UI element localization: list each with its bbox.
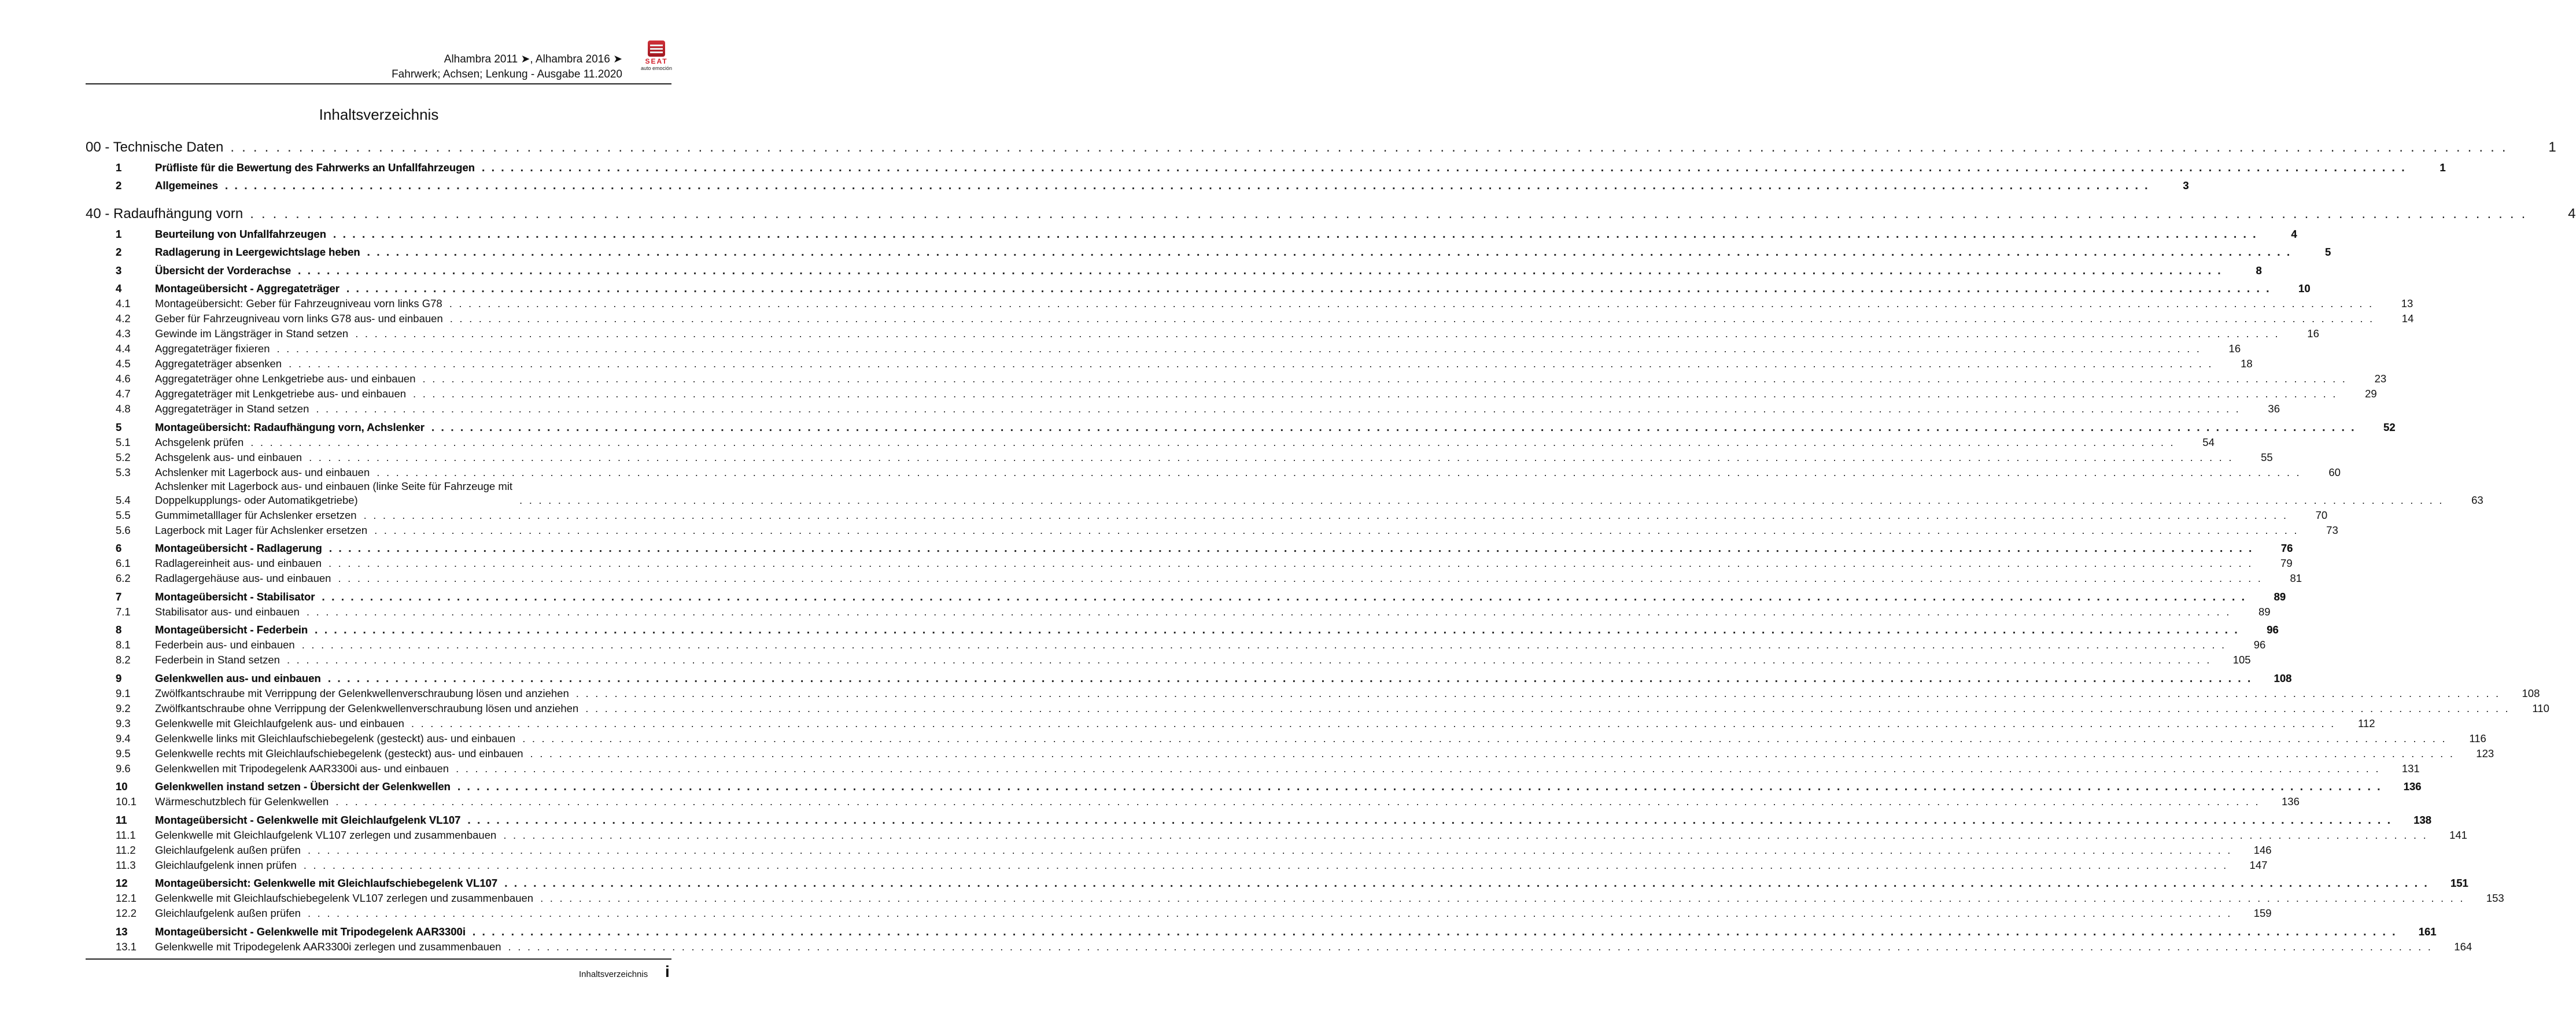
toc-entry[interactable]	[86, 905, 2272, 920]
toc-chapter[interactable]	[86, 197, 2576, 223]
toc-entry[interactable]	[86, 794, 2300, 809]
dot-leader: . . . . . . . . . . . . . . . . . . . . . . . . . . . . . . . . . . . . . . . . . . . . . . . . . . . . . . . . . . . . . . . . . . . . . . . . . . . . . . . . . . . . . . . . . . . . . . . . . . . . . . . . . . . . . . . . . . . . . . . . . . . . . . . . . . . . . . . . . . . . . . . . . . . . . . . . . . . . . . . . . . . . . . . . . . . . . . . . . . . . . . . . . . . . . . . . . . . . . . . .	[307, 907, 2232, 919]
toc-entry-title: Montageübersicht: Geber für Fahrzeugniveau vorn links G78	[155, 297, 442, 309]
toc-entry-number: 10.1	[116, 795, 137, 807]
toc-page-number: 112	[2358, 717, 2375, 729]
toc-entry-number: 9.6	[116, 762, 131, 775]
dot-leader: . . . . . . . . . . . . . . . . . . . . . . . . . . . . . . . . . . . . . . . . . . . . . . . . . . . . . . . . . . . . . . . . . . . . . . . . . . . . . . . . . . . . . . . . . . . . . . . . . . . . . . . . . . . . . . . . . . . . . . . . . . . . . . . . . . . . . . . . . . . . . . . . . . . . . . . . . . . . . . . . . . . . . . . . . . . . . . . . . . . . . . . . . . . . . . . . . . . . . . . .	[374, 523, 2299, 536]
toc-entry-number: 4.5	[116, 357, 131, 370]
toc-entry-title: Montageübersicht: Gelenkwelle mit Gleichlaufschiebegelenk VL107	[155, 877, 498, 889]
toc-entry[interactable]	[86, 857, 2268, 872]
dot-leader: . . . . . . . . . . . . . . . . . . . . . . . . . . . . . . . . . . . . . . . . . . . . . . . . . . . . . . . . . . . . . . . . . . . . . . . . . . . . . . . . . . . . . . . . . . . . . . . . . . . . . . . . . . . . . . . . . . . . . . . . . . . . . . . . . . . . . . . . . . . . . . . . . . . . . . . . . . . . . . . . . . . . . . . . . . . . . . . . . . . . . . . . . . . . . . . . . . . . . . . .	[316, 403, 2241, 415]
toc-entry[interactable]	[86, 259, 2262, 278]
dot-leader: . . . . . . . . . . . . . . . . . . . . . . . . . . . . . . . . . . . . . . . . . . . . . . . . . . . . . . . . . . . . . . . . . . . . . . . . . . . . . . . . . . . . . . . . . . . . . . . . . . . . . . . . . . . . . . . . . . . . . . . . . . . . . . . . . . . . . . . . . . . . . . . . . . . . . . . . . . . . . . . . . . . . . . . . . . . . . . . . . . . . . . . . . . . . . . . . . . . . . . . .	[286, 654, 2212, 666]
toc-entry-title: Montageübersicht - Aggregateträger	[155, 282, 339, 294]
toc-page-number: 96	[2267, 624, 2279, 636]
toc-entry-title: Allgemeines	[155, 179, 218, 191]
toc-entry-number: 6	[116, 542, 122, 554]
toc-page-number: 159	[2253, 907, 2272, 919]
toc-entry-number: 1	[116, 161, 122, 174]
toc-entry[interactable]	[86, 371, 2387, 386]
toc-entry-number: 11.1	[116, 828, 136, 841]
toc-entry-title: Gelenkwellen mit Tripodegelenk AAR3300i aus- und einbauen	[155, 762, 449, 775]
toc-entry-number: 2	[116, 246, 122, 258]
toc-page-number: 4	[2291, 227, 2297, 240]
toc-entry-title: Aggregateträger fixieren	[155, 342, 270, 355]
toc-page-number: 76	[2280, 542, 2293, 554]
toc-entry[interactable]	[86, 326, 2319, 341]
toc-entry[interactable]	[86, 341, 2241, 356]
toc-entry[interactable]	[86, 522, 2338, 537]
toc-entry-title: Übersicht der Vorderachse	[155, 264, 291, 276]
toc-entry[interactable]	[86, 241, 2331, 260]
toc-page-number: 81	[2290, 572, 2302, 584]
toc-entry-title: Radlagergehäuse aus- und einbauen	[155, 572, 331, 584]
toc-entry-title: Radlagereinheit aus- und einbauen	[155, 557, 322, 569]
toc-page-number: 108	[2522, 687, 2540, 699]
toc-entry-number: 8.2	[116, 654, 131, 666]
toc-entry[interactable]	[86, 872, 2468, 891]
dot-leader: . . . . . . . . . . . . . . . . . . . . . . . . . . . . . . . . . . . . . . . . . . . . . . . . . . . . . . . . . . . . . . . . . . . . . . . . . . . . . . . . . . . . . . . . . . . . . . . . . . . . . . . . . . . . . . . . . . . . . . . . . . . . . . . . . . . . . . . . . . . . . . . . . . . . . . . . . . . . . . . . . . . . . . . . . . . . . . . . . . . . . . . . . . . . . . . . . . . . . . . .	[225, 179, 2150, 191]
dot-leader: . . . . . . . . . . . . . . . . . . . . . . . . . . . . . . . . . . . . . . . . . . . . . . . . . . . . . . . . . . . . . . . . . . . . . . . . . . . . . . . . . . . . . . . . . . . . . . . . . . . . . . . . . . . . . . . . . . . . . . . . . . . . . . . . . . . . . . . . . . . . . . . . . . . . . . . . . . . . . . . . . . . . . . . . . . . . . . . . . . . . . . . . . . . . . . . . . . . . . . . .	[467, 813, 2393, 826]
toc-entry-number: 3	[116, 264, 122, 276]
toc-entry-number: 5.6	[116, 523, 131, 536]
toc-entry-number: 11	[116, 813, 127, 826]
toc-entry-title: Gelenkwelle mit Gleichlaufgelenk VL107 zerlegen und zusammenbauen	[155, 828, 497, 841]
toc-page-number: 16	[2307, 327, 2319, 340]
toc-page-number: 89	[2274, 590, 2286, 603]
dot-leader: . . . . . . . . . . . . . . . . . . . . . . . . . . . . . . . . . . . . . . . . . . . . . . . . . . . . . . . . . . . . . . . . . . . . . . . . . . . . . . . . . . . . . . . . . . . . . . . . . . . . . . . . . . . . . . . . . . . . . . . . . . . . . . . . . . . . . . . . . . . . . . . . . . . . . . . . . . . . . . . . . . . . . . . . . . . . . . . . . . . . . . . . . . . . . . . . . . . . . . . .	[322, 590, 2247, 603]
toc-entry-title: Gelenkwellen aus- und einbauen	[155, 672, 321, 684]
toc-entry-number: 4.2	[116, 312, 131, 325]
toc-entry-title: Gewinde im Längsträger in Stand setzen	[155, 327, 349, 340]
toc-page-number: 36	[2268, 403, 2280, 415]
toc-entry-title: Gelenkwellen instand setzen - Übersicht der Gelenkwellen	[155, 780, 451, 792]
toc-entry[interactable]	[86, 827, 2467, 842]
toc-page-number: 1	[2548, 139, 2556, 155]
toc-entry-title: Achsgelenk aus- und einbauen	[155, 451, 302, 463]
toc-page-number: 10	[2298, 282, 2311, 294]
toc-entry[interactable]	[86, 685, 2540, 700]
toc-entry-title: Gelenkwelle links mit Gleichlaufschiebegelenk (gesteckt) aus- und einbauen	[155, 732, 516, 744]
header-divider	[86, 83, 671, 84]
toc-entry[interactable]	[86, 223, 2297, 241]
toc-entry[interactable]	[86, 480, 2483, 507]
toc-entry[interactable]	[86, 776, 2422, 794]
toc-entry-number: 4.7	[116, 388, 131, 400]
dot-leader: . . . . . . . . . . . . . . . . . . . . . . . . . . . . . . . . . . . . . . . . . . . . . . . . . . . . . . . . . . . . . . . . . . . . . . . . . . . . . . . . . . . . . . . . . . . . . . . . . . . . . . . . . . . . . . . . . . . . . . . . . . . . . . . . . . . . . . . . . . . . . . . . . . . . . . . . . . . . . . . . . . . . . . . . . . . . . . . . . . . . . . . . . . . . . . . . . . . . . . . .	[522, 732, 2447, 744]
toc-entry-number: 1	[116, 227, 122, 240]
toc-entry-title: Achslenker mit Lagerbock aus- und einbauen (linke Seite für Fahrzeuge mit	[155, 480, 513, 492]
toc-entry-number: 4.8	[116, 403, 131, 415]
toc-entry-title: Montageübersicht - Radlagerung	[155, 542, 322, 554]
toc-entry[interactable]	[86, 356, 2253, 371]
dot-leader: . . . . . . . . . . . . . . . . . . . . . . . . . . . . . . . . . . . . . . . . . . . . . . . . . . . . . . . . . . . . . . . . . . . . . . . . . . . . . . . . . . . . . . . . . . . . . . . . . . . . . . . . . . . . . . . . . . . . . . . . . . . . . . . . . . . . . . . . . . . . . . . . . . . . . . . . . . . . . . . . . . . . . . . . . . . . . . . . . . . . . . . . . . . . . . . . . . . . . . . .	[363, 508, 2289, 521]
footer-divider	[86, 958, 671, 960]
toc-entry[interactable]	[86, 175, 2189, 193]
dot-leader: . . . . . . . . . . . . . . . . . . . . . . . . . . . . . . . . . . . . . . . . . . . . . . . . . . . . . . . . . . . . . . . . . . . . . . . . . . . . . . . . . . . . . . . . . . . . . . . . . . . . . . . . . . . . . . . . . . . . . . . . . . . . . . . . . . . . . . . . . . . . . . . . . . . . . . . . . . . . . . . . . . . . . . . . . . . . . . . . . . . . . . . . . . . . . . . . . . . . . . . .	[301, 639, 2227, 651]
seat-logo	[636, 40, 677, 71]
dot-leader: . . . . . . . . . . . . . . . . . . . . . . . . . . . . . . . . . . . . . . . . . . . . . . . . . . . . . . . . . . . . . . . . . . . . . . . . . . . . . . . . . . . . . . . . . . . . . . . . . . . . . . . . . . . . . . . . . . . . . . . . . . . . . . . . . . . . . . . . . . . . . . . . . . . . . . . . . . . . . . . . . . . . . . . . . . . . . . . . . . . . . . . . . . . . . . . . . . . . . . . .	[575, 687, 2501, 699]
toc-entry-title: Stabilisator aus- und einbauen	[155, 605, 300, 618]
toc-entry-number: 9.4	[116, 732, 131, 744]
toc-page-number: 116	[2469, 732, 2486, 744]
dot-leader: . . . . . . . . . . . . . . . . . . . . . . . . . . . . . . . . . . . . . . . . . . . . . . . . . . . . . . . . . . . . . . . . . . . . . . . . . . . . . . . . . . . . . . . . . . . . . . . . . . . . . . . . . . . . . . . . . . . . . . . . . . . . . . . . . . . . . . . . . . . . . . . . . . . . . . . . . . . . . . . . . . . . . . . . . . . . . . . . . . . . . . . . . . . . . . . . . . . . . . . .	[338, 572, 2263, 584]
dot-leader: . . . . . . . . . . . . . . . . . . . . . . . . . . . . . . . . . . . . . . . . . . . . . . . . . . . . . . . . . . . . . . . . . . . . . . . . . . . . . . . . . . . . . . . . . . . . . . . . . . . . . . . . . . . . . . . . . . . . . . . . . . . . . . . . . . . . . . . . . . . . . . . . . . . . . . . . . . . . . . . . . . . . . . . . . . . . . . . . . . . . . . . . . . . . . . . . . . . . . . . .	[250, 436, 2175, 448]
toc-page-number: 14	[2401, 312, 2414, 325]
dot-leader: . . . . . . . . . . . . . . . . . . . . . . . . . . . . . . . . . . . . . . . . . . . . . . . . . . . . . . . . . . . . . . . . . . . . . . . . . . . . . . . . . . . . . . . . . . . . . . . . . . . . . . . . . . . . . . . . . . . . . . . . . . . . . . . . . . . . . . . . . . . . . . . . . . . . . . . . . . . . . . . . . . . . . . . . . . . . . . . . . . . . . . . . . . . . . . . . . . . . . . . .	[289, 357, 2213, 370]
toc-entry-title: Geber für Fahrzeugniveau vorn links G78 aus- und einbauen	[155, 312, 443, 325]
toc-entry[interactable]	[86, 716, 2375, 731]
dot-leader: . . . . . . . . . . . . . . . . . . . . . . . . . . . . . . . . . . . . . . . . . . . . . . . . . . . . . . . . . . . . . . . . . . . . . . . . . . . . . . . . . . . . . . . . . . . . . . . . . . . . . . . . . . . . . . . . . . . . . . . . . . . . . . . . . . . . . . . . . . . . . . . . . . . . . . . . . . . . . . . . . . . . . . . . . . . . . . . . . . . . . . . . . . . . . . . . . . . . . . . .	[457, 780, 2382, 792]
toc-page-number: 147	[2249, 858, 2268, 871]
dot-leader: . . . . . . . . . . . . . . . . . . . . . . . . . . . . . . . . . . . . . . . . . . . . . . . . . . . . . . . . . . . . . . . . . . . . . . . . . . . . . . . . . . . . . . . . . . . . . . . . . . . . . . . . . . . . . . . . . . . . . . . . . . . . . . . . . . . . . . . . . . . . . . . . . . . . . . . . . . . . . . . . . . . . . . . . . . . . . . . . . . . . . . . . . . . . . . . . . . . . . . . .	[422, 373, 2348, 385]
dot-leader: . . . . . . . . . . . . . . . . . . . . . . . . . . . . . . . . . . . . . . . . . . . . . . . . . . . . . . . . . . . . . . . . . . . . . . . . . . . . . . . . . . . . . . . . . . . . . . . . . . . . . . . . . . . . . . . . . . . . . . . . . . . . . . . . . . . . . . . . . . . . . . . . . . . . . . . . . . . . . . . . . . . . . . . . . . . . . . . . . . . . . . . . . . . . . . . . . . . . . . . .	[519, 493, 2444, 506]
dot-leader: . . . . . . . . . . . . . . . . . . . . . . . . . . . . . . . . . . . . . . . . . . . . . . . . . . . . . . . . . . . . . . . . . . . . . . . . . . . . . . . . . . . . . . . . . . . . . . . . . . . . . . . . . . . . . . . . . . . . . . . . . . . . . . . . . . . . . . . . . . . . . . . . . . . . . . . . . . . . . . . . . . . . . . . . . . . . . . . . . . . . . . . . . . . . . . . . . . . . . . . .	[367, 246, 2292, 258]
dot-leader: . . . . . . . . . . . . . . . . . . . . . . . . . . . . . . . . . . . . . . . . . . . . . . . . . . . . . . . . . . . . . . . . . . . . . . . . . . . . . . . . . . . . . . . . . . . . . . . . . . . . . . . . . . . . . . . . . . . . . . . . . . . . . . . . . . . . . . . . . . . . . . . . . . . . . . . . . . . . . . . . . . . . . . . . . . . . . . . . . . . . . . . . . . . . . . . . . . . . . . . .	[276, 342, 2202, 355]
toc-entry-title: Aggregateträger ohne Lenkgetriebe aus- und einbauen	[155, 373, 416, 385]
toc-entry[interactable]	[86, 809, 2432, 827]
toc-page-number: 52	[2383, 421, 2396, 433]
dot-leader: . . . . . . . . . . . . . . . . . . . . . . . . . . . . . . . . . . . . . . . . . . . . . . . . . . . . . . . . . . . . . . . . . . . . . . . . . . . . . . . . . . . . . . . . . . . . . . . . . . . . . . . . . . . . . . . . . . . . . . . . . . . . . . . . . . . . . . . . . . . . . . . . . . . . . . . . . . . . . . . . . . . . . . . . . . . . . . . . . . . . . . . . . . . . . . . . . . . . . . . .	[411, 717, 2336, 729]
toc-entry-number: 9.1	[116, 687, 131, 699]
dot-leader: . . . . . . . . . . . . . . . . . . . . . . . . . . . . . . . . . . . . . . . . . . . . . . . . . . . . . . . . . . . . . . . . . . . . . . . . . . . . . . . . . . . . . . . . . . . . . . . . . . . . . . . . . . . . . . . . . . . . . . . . . . . . . . . . . . . . . . . . . . . . . . . . . . . . . . . . . . . . . . . . . . . . . . . . . . . . . . . . . . . . . . . . . . . . . . . . . . . . . . . .	[508, 940, 2433, 953]
dot-leader: . . . . . . . . . . . . . . . . . . . . . . . . . . . . . . . . . . . . . . . . . . . . . . . . . . . . . . . . . . . . . . . . . . . . . . . . . . . . . . . . . . . . . . . . . . . . . . . . . . . . . . . . . . . . . . . . . . . . . . . . . . . . . . . . . . . . . . . . . . . . . . . . . . . . . . . . . . . . . . . . . . . . . . . . . . . . . . . . . . . . . . . . . . . . . . . . . . . . . . . .	[449, 312, 2375, 325]
toc-entry[interactable]	[86, 920, 2437, 939]
toc-entry-number: 7	[116, 590, 122, 603]
toc-entry-title: Aggregateträger mit Lenkgetriebe aus- und einbauen	[155, 388, 407, 400]
toc-page-number: 108	[2274, 672, 2292, 684]
toc-entry-number: 4.6	[116, 373, 131, 385]
toc-entry-title: Gelenkwelle mit Gleichlaufgelenk aus- und einbauen	[155, 717, 404, 729]
toc-entry-title: Gleichlaufgelenk innen prüfen	[155, 858, 297, 871]
toc-entry-title: Gelenkwelle mit Gleichlaufschiebegelenk VL107 zerlegen und zusammenbauen	[155, 892, 534, 904]
toc-page-number: 73	[2326, 523, 2338, 536]
toc-entry-title: Gelenkwelle mit Tripodegelenk AAR3300i zerlegen und zusammenbauen	[155, 940, 501, 953]
toc-entry[interactable]	[86, 311, 2414, 326]
toc-entry-number: 4	[116, 282, 122, 294]
footer-label: Inhaltsverzeichnis	[579, 969, 648, 979]
toc-entry-number: 6.1	[116, 557, 131, 569]
toc-page-number: 141	[2449, 828, 2467, 841]
toc-entry-number: 13.1	[116, 940, 137, 953]
toc-entry[interactable]	[86, 507, 2328, 522]
toc-page-number: 5	[2325, 246, 2331, 258]
toc-entry-title: 00 - Technische Daten	[86, 139, 224, 155]
toc-entry[interactable]	[86, 570, 2302, 585]
toc-entry-number: 12.2	[116, 907, 137, 919]
toc-entry-title-cont: Doppelkupplungs- oder Automatikgetriebe)	[155, 493, 358, 506]
toc-page-number: 8	[2256, 264, 2262, 276]
toc-page-number: 1	[2440, 161, 2446, 174]
toc-entry-number: 9	[116, 672, 122, 684]
toc-entry[interactable]	[86, 156, 2446, 175]
toc-entry[interactable]	[86, 746, 2494, 761]
toc-page-number: 164	[2454, 940, 2472, 953]
toc-page-number: 153	[2486, 892, 2504, 904]
toc-entry-title: Zwölfkantschraube mit Verrippung der Gelenkwellenverschraubung lösen und anziehen	[155, 687, 569, 699]
toc-entry-title: Montageübersicht - Gelenkwelle mit Gleichlaufgelenk VL107	[155, 813, 461, 826]
toc-entry-title: Montageübersicht - Gelenkwelle mit Tripodegelenk AAR3300i	[155, 925, 466, 938]
dot-leader: . . . . . . . . . . . . . . . . . . . . . . . . . . . . . . . . . . . . . . . . . . . . . . . . . . . . . . . . . . . . . . . . . . . . . . . . . . . . . . . . . . . . . . . . . . . . . . . . . . . . . . . . . . . . . . . . . . . . . . . . . . . . . . . . . . . . . . . . . . . . . . . . . . . . . . . . . . . . . . . . . . . . . . . . . . . . . . . . . . . . . . . . . . . . . . . . . . . . . . . .	[315, 624, 2239, 636]
dot-leader: . . . . . . . . . . . . . . . . . . . . . . . . . . . . . . . . . . . . . . . . . . . . . . . . . . . . . . . . . . . . . . . . . . . . . . . . . . . . . . . . . . . . . . . . . . . . . . . . . . . . . . . . . . . . . . . . . . . . . . . . . . . . . . . . . . . . . . . . . . . . . . . . . . . . . . . . . . . . . . . . . . . . . . . . . . . . . . . . . . . . . . . . . . . . . . . . . . . . . . . .	[540, 892, 2465, 904]
toc-entry-title: Gummimetalllager für Achslenker ersetzen	[155, 508, 357, 521]
toc-entry-number: 13	[116, 925, 128, 938]
dot-leader: . . . . . . . . . . . . . . . . . . . . . . . . . . . . . . . . . . . . . . . . . . . . . . . . . . . . . . . . . . . . . . . . . . . . . . . . . . . . . . . . . . . . . . . . . . . . . . . . . . . . . . . . . . . . . . . . . . . . . . . . . . . . . . . . . . . . . . . . . . . . . . . . . . . . . . . . . . . . . . . . . . . . . . . . . . . . . . . . . . . . . . . . . . . . . . . . . . . . . . . .	[413, 388, 2338, 400]
dot-leader: . . . . . . . . . . . . . . . . . . . . . . . . . . . . . . . . . . . . . . . . . . . . . . . . . . . . . . . . . . . . . . . . . . . . . . . . . . . . . . . . . . . . . . . . . . . . . . . . . . . . . . . . . . . . . . . . . . . . . . . . . . . . . . . . . . . . . . . . . . . . . . . . . . . . . . . . . . . . . . . . . . . . . . . . . . . . . . . . . . . . . . . . . . . . . . . . . . . . . . . .	[329, 557, 2253, 569]
dot-leader: . . . . . . . . . . . . . . . . . . . . . . . . . . . . . . . . . . . . . . . . . . . . . . . . . . . . . . . . . . . . . . . . . . . . . . . . . . . . . . . . . . . . . . . . . . . . . . . . . . . . . . . . . . . . . . . . . . . . . . . . . . . . . . . . . . . . . . . . . . . . . . . . . . . . . . . . . . . . . . . . . . . . . . . . . . . . . . . . . . . . . . . . . . . . . . . . . . . . . . . .	[298, 264, 2223, 276]
toc-entry-number: 9.3	[116, 717, 131, 729]
seat-logo-icon	[648, 40, 665, 57]
dot-leader: . . . . . . . . . . . . . . . . . . . . . . . . . . . . . . . . . . . . . . . . . . . . . . . . . . . . . . . . . . . . . . . . . . . . . . . . . . . . . . . . . . . . . . . . . . . . . . . . . . . . . . . . . . . . . . . . . . . . . . . . . . . . . . . . . . . . . . . . . . . . . . . . . . . . . . . . . . . . . . . . . . . . . . . . . . . . . . . . . . . . . . . . . . . . . . . . . . . . . . . .	[329, 542, 2254, 554]
toc-entry-number: 5.3	[116, 466, 131, 478]
toc-page-number: 54	[2202, 436, 2215, 448]
toc-page-number: 89	[2258, 605, 2271, 618]
toc-entry-number: 5.4	[116, 493, 131, 506]
toc-entry[interactable]	[86, 761, 2420, 776]
logo-brand: SEAT	[645, 57, 668, 65]
toc-page-number: 60	[2328, 466, 2341, 478]
toc-entry[interactable]	[86, 842, 2272, 857]
toc-page-number: 55	[2261, 451, 2273, 463]
dot-leader: . . . . . . . . . . . . . . . . . . . . . . . . . . . . . . . . . . . . . . . . . . . . . . . . . . . . . . . . . . . . . . . . . . . . . . . . . . . . . . . . . . . . . . . . . . . . . . . . . . . . . . . . . . . . . . . . . . . . . . . . . . . . . . . . . . . . . . . . . . . . . . . . . . . . . . . . . . . . . . . . . . . . . . . . . . . . . . . . . . . . . . . . . . . . . . . . . . . . . . . .	[530, 747, 2455, 759]
toc-entry-title: Aggregateträger absenken	[155, 357, 282, 370]
toc-page-number: 4	[2568, 206, 2576, 222]
toc-entry-title: Radlagerung in Leergewichtslage heben	[155, 246, 360, 258]
toc-entry-number: 8.1	[116, 639, 131, 651]
toc-entry-number: 9.5	[116, 747, 131, 759]
toc-entry-title: Gleichlaufgelenk außen prüfen	[155, 843, 301, 856]
toc-entry-number: 10	[116, 780, 128, 792]
toc-entry[interactable]	[86, 652, 2251, 667]
toc-entry-title: Federbein in Stand setzen	[155, 654, 280, 666]
toc-entry[interactable]	[86, 637, 2266, 652]
toc-entry-title: Montageübersicht: Radaufhängung vorn, Achslenker	[155, 421, 425, 433]
header-models: Alhambra 2011 ➤, Alhambra 2016 ➤	[444, 53, 622, 65]
dot-leader: . . . . . . . . . . . . . . . . . . . . . . . . . . . . . . . . . . . . . . . . . . . . . . . . . . . . . . . . . . . . . . . . . . . . . . . . . . . . . . . . . . . . . . . . . . . . . . . . . . . . . . . . . . . . . . . . . . . . . . . . . . . . . . . . . . . . . . . . . . . . . . . . . . . . . . . . . . . . . . . . . . . . . . . . . . . . . . . . . . . . . . . . . . . . . . . . . . . . . . . .	[585, 702, 2510, 714]
dot-leader: . . . . . . . . . . . . . . . . . . . . . . . . . . . . . . . . . . . . . . . . . . . . . . . . . . . . . . . . . . . . . . . . . . . . . . . . . . . . . . . . . . . . . . . . . . . . . . . . . . . . . . . . . . . . . . . . . . . . . . . . . . . . . . . . . . . . . . . . . . . . . . . . . . . . . . . . . . . . . . . . . . . . . . . . . . . . . . . . . . . . . . . . . . . . . . . . . . . . . . . .	[482, 161, 2407, 174]
dot-leader: . . . . . . . . . . . . . . . . . . . . . . . . . . . . . . . . . . . . . . . . . . . . . . . . . . . . . . . . . . . . . . . . . . . . . . . . . . . . . . . . . . . . . . . . . . . . . . . . . . . . . . . . . . . . . . . . . . . . . . . . . . . . . . . . . . . . . . . . . . . . . . . . . . . . . . . . . . . . . . . . . . . . . . . . . . . . . . . . . . . . . . . . . . . . . . . . . . . . . . . .	[503, 828, 2428, 841]
toc-page-number: 79	[2280, 557, 2293, 569]
toc-entry-number: 6.2	[116, 572, 131, 584]
dot-leader: . . . . . . . . . . . . . . . . . . . . . . . . . . . . . . . . . . . . . . . . . . . . . . . . . . . . . . . . . . . . . . . . . . . . . . . . . . . . . . . . . . . . . . . . . . . . . . . . . . . . . . . . . . . . . . . . . . . . . . . . . . . . . . . . . . . . . . . . . . . . . . . . . . . . . . . . . . . . . . . . . . . . . . . . . . . . . . . . . . . . . . . . . . . . . . . . . . . . . . . .	[327, 672, 2253, 684]
dot-leader: . . . . . . . . . . . . . . . . . . . . . . . . . . . . . . . . . . . . . . . . . . . . . . . . . . . . . . . . . . . . . . . . . . . . . . . . . . . . . . . . . . . . . . . . . . . . . . . . . . . . . . . . . . . . . . . . . . . . . . . . . . . . . . . . . . . . . . . . . . . . . . . . . . . . . . . . . . . . . . . . . . . . . . . . . . . . . . . . . . . . . . . . . . . . . . . . . . . . . . . .	[377, 466, 2301, 478]
toc-entry[interactable]	[86, 537, 2293, 556]
toc-entry[interactable]	[86, 416, 2396, 434]
dot-leader: . . . . . . . . . . . . . . . . . . . . . . . . . . . . . . . . . . . . . . . . . . . . . . . . . . . . . . . . . . . . . . . . . . . . . . . . . . . . . . . . . . . . . . . . . . . . . . . . . . . . . . . . . . . . . . . . . . . . . . . . . . . . . . . . . . . . . . . . . . . . . . . . . . . . . . . . . . . . . . . . . . . . . . . . . . . . . . . . . . . . . . . . . . . . . . . . . . . . . . . .	[355, 327, 2280, 340]
toc-entry-title: Wärmeschutzblech für Gelenkwellen	[155, 795, 329, 807]
toc-page-number: 63	[2471, 493, 2483, 506]
dot-leader: . . . . . . . . . . . . . . . . . . . . . . . . . . . . . . . . . . . . . . . . . . . . . . . . . . . . . . . . . . . . . . . . . . . . . . . . . . . . . . . . . . . . . . . . . . . . . . . . . . . . . . . . . . . . . . . . . . . . . . . . . . . . . . . . . . . . . . . . . . . . . . . . . . . . . . . . . . . . . . . . . . . . . . . . . . . . . . . . . . . . . . . . . . . . . . . . . . . . . . . .	[303, 858, 2228, 871]
toc-entry-number: 12.1	[116, 892, 137, 904]
dot-leader: . . . . . . . . . . . . . . . . . . . . . . . . . . . . . . . . . . . . . . . . . . . . . . . . . . . . . . . . . . . . . . . . . . . . . . . . . . . . . . . . . . . . . . . . . . . . . . . . . . . . . . . . . . . . . . . . . . . . . . . . . . . . . . . . . . . . . . . . . . . . . . . . . . . . . . . . . . . . . . . . . . . . . . . . . . . . . . . . . . . . . . . . . . . . . . . . . . . . . . . .	[250, 206, 2527, 222]
toc-entry[interactable]	[86, 434, 2215, 449]
toc-entry-title: Beurteilung von Unfallfahrzeugen	[155, 227, 327, 240]
toc-page-number: 96	[2253, 639, 2266, 651]
toc-page-number: 70	[2315, 508, 2328, 521]
toc-page-number: 136	[2282, 795, 2300, 807]
toc-entry[interactable]	[86, 449, 2273, 464]
toc-entry-title: 40 - Radaufhängung vorn	[86, 206, 243, 222]
toc-entry[interactable]	[86, 604, 2271, 619]
toc-entry-number: 5.2	[116, 451, 131, 463]
table-of-contents	[86, 137, 2576, 954]
toc-chapter[interactable]	[86, 137, 2556, 156]
toc-entry-title: Federbein aus- und einbauen	[155, 639, 295, 651]
toc-page-number: 105	[2232, 654, 2251, 666]
toc-entry[interactable]	[86, 296, 2413, 311]
toc-entry-number: 5.1	[116, 436, 131, 448]
toc-entry-title: Zwölfkantschraube ohne Verrippung der Gelenkwellenverschraubung lösen und anziehen	[155, 702, 579, 714]
toc-entry-title: Gleichlaufgelenk außen prüfen	[155, 907, 301, 919]
toc-page-number: 138	[2413, 813, 2432, 826]
toc-page-number: 146	[2253, 843, 2272, 856]
toc-entry-title: Gelenkwelle rechts mit Gleichlaufschiebegelenk (gesteckt) aus- und einbauen	[155, 747, 523, 759]
dot-leader: . . . . . . . . . . . . . . . . . . . . . . . . . . . . . . . . . . . . . . . . . . . . . . . . . . . . . . . . . . . . . . . . . . . . . . . . . . . . . . . . . . . . . . . . . . . . . . . . . . . . . . . . . . . . . . . . . . . . . . . . . . . . . . . . . . . . . . . . . . . . . . . . . . . . . . . . . . . . . . . . . . . . . . . . . . . . . . . . . . . . . . . . . . . . . . . . . . . . . . . .	[346, 282, 2271, 294]
toc-entry-number: 4.3	[116, 327, 131, 340]
toc-page-number: 3	[2183, 179, 2189, 191]
toc-page-number: 123	[2476, 747, 2494, 759]
toc-entry[interactable]	[86, 386, 2377, 401]
toc-entry-number: 9.2	[116, 702, 131, 714]
toc-entry[interactable]	[86, 619, 2279, 637]
toc-entry[interactable]	[86, 278, 2311, 296]
toc-entry-number: 4.4	[116, 342, 131, 355]
toc-entry-number: 5.5	[116, 508, 131, 521]
toc-entry[interactable]	[86, 464, 2341, 480]
toc-page-number: 23	[2374, 373, 2387, 385]
toc-page-number: 16	[2228, 342, 2241, 355]
dot-leader: . . . . . . . . . . . . . . . . . . . . . . . . . . . . . . . . . . . . . . . . . . . . . . . . . . . . . . . . . . . . . . . . . . . . . . . . . . . . . . . . . . . . . . . . . . . . . . . . . . . . . . . . . . . . . . . . . . . . . . . . . . . . . . . . . . . . . . . . . . . . . . . . . . . . . . . . . . . . . . . . . . . . . . . . . . . . . . . . . . . . . . . . . . . . . . . . . . . . . . . .	[335, 795, 2260, 807]
dot-leader: . . . . . . . . . . . . . . . . . . . . . . . . . . . . . . . . . . . . . . . . . . . . . . . . . . . . . . . . . . . . . . . . . . . . . . . . . . . . . . . . . . . . . . . . . . . . . . . . . . . . . . . . . . . . . . . . . . . . . . . . . . . . . . . . . . . . . . . . . . . . . . . . . . . . . . . . . . . . . . . . . . . . . . . . . . . . . . . . . . . . . . . . . . . . . . . . . . . . . . . .	[333, 227, 2258, 240]
toc-entry-title: Lagerbock mit Lager für Achslenker ersetzen	[155, 523, 368, 536]
dot-leader: . . . . . . . . . . . . . . . . . . . . . . . . . . . . . . . . . . . . . . . . . . . . . . . . . . . . . . . . . . . . . . . . . . . . . . . . . . . . . . . . . . . . . . . . . . . . . . . . . . . . . . . . . . . . . . . . . . . . . . . . . . . . . . . . . . . . . . . . . . . . . . . . . . . . . . . . . . . . . . . . . . . . . . . . . . . . . . . . . . . . . . . . . . . . . . . . . . . . . . . .	[307, 843, 2232, 856]
toc-entry[interactable]	[86, 401, 2280, 416]
toc-entry[interactable]	[86, 939, 2472, 954]
toc-entry[interactable]	[86, 700, 2549, 716]
footer-page-number: i	[665, 963, 670, 980]
toc-entry-title: Montageübersicht - Stabilisator	[155, 590, 315, 603]
toc-entry-number: 2	[116, 179, 122, 191]
toc-entry-title: Prüfliste für die Bewertung des Fahrwerks an Unfallfahrzeugen	[155, 161, 475, 174]
toc-page-number: 131	[2401, 762, 2420, 775]
toc-entry[interactable]	[86, 585, 2286, 604]
toc-page-number: 161	[2418, 925, 2437, 938]
toc-page-number: 110	[2532, 702, 2549, 714]
toc-entry-number: 12	[116, 877, 128, 889]
header-subject: Fahrwerk; Achsen; Lenkung - Ausgabe 11.2020	[392, 68, 622, 80]
dot-leader: . . . . . . . . . . . . . . . . . . . . . . . . . . . . . . . . . . . . . . . . . . . . . . . . . . . . . . . . . . . . . . . . . . . . . . . . . . . . . . . . . . . . . . . . . . . . . . . . . . . . . . . . . . . . . . . . . . . . . . . . . . . . . . . . . . . . . . . . . . . . . . . . . . . . . . . . . . . . . . . . . . . . . . . . . . . . . . . . . . . . . . . . . . . . . . . . . . . . . . . .	[309, 451, 2234, 463]
dot-leader: . . . . . . . . . . . . . . . . . . . . . . . . . . . . . . . . . . . . . . . . . . . . . . . . . . . . . . . . . . . . . . . . . . . . . . . . . . . . . . . . . . . . . . . . . . . . . . . . . . . . . . . . . . . . . . . . . . . . . . . . . . . . . . . . . . . . . . . . . . . . . . . . . . . . . . . . . . . . . . . . . . . . . . . . . . . . . . . . . . . . . . . . . . . . . . . . . . . . . . . .	[449, 297, 2374, 309]
dot-leader: . . . . . . . . . . . . . . . . . . . . . . . . . . . . . . . . . . . . . . . . . . . . . . . . . . . . . . . . . . . . . . . . . . . . . . . . . . . . . . . . . . . . . . . . . . . . . . . . . . . . . . . . . . . . . . . . . . . . . . . . . . . . . . . . . . . . . . . . . . . . . . . . . . . . . . . . . . . . . . . . . . . . . . . . . . . . . . . . . . . . . . . . . . . . . . . . . . . . . . . .	[230, 139, 2508, 155]
toc-page-number: 151	[2450, 877, 2468, 889]
toc-page-number: 136	[2403, 780, 2422, 792]
toc-page-number: 29	[2365, 388, 2377, 400]
toc-entry-number: 11.2	[116, 843, 136, 856]
dot-leader: . . . . . . . . . . . . . . . . . . . . . . . . . . . . . . . . . . . . . . . . . . . . . . . . . . . . . . . . . . . . . . . . . . . . . . . . . . . . . . . . . . . . . . . . . . . . . . . . . . . . . . . . . . . . . . . . . . . . . . . . . . . . . . . . . . . . . . . . . . . . . . . . . . . . . . . . . . . . . . . . . . . . . . . . . . . . . . . . . . . . . . . . . . . . . . . . . . . . . . . .	[306, 605, 2231, 618]
toc-entry-number: 8	[116, 624, 122, 636]
toc-entry-number: 11.3	[116, 858, 136, 871]
toc-page-number: 18	[2241, 357, 2253, 370]
toc-entry-title: Montageübersicht - Federbein	[155, 624, 308, 636]
page-title: Inhaltsverzeichnis	[319, 106, 439, 124]
dot-leader: . . . . . . . . . . . . . . . . . . . . . . . . . . . . . . . . . . . . . . . . . . . . . . . . . . . . . . . . . . . . . . . . . . . . . . . . . . . . . . . . . . . . . . . . . . . . . . . . . . . . . . . . . . . . . . . . . . . . . . . . . . . . . . . . . . . . . . . . . . . . . . . . . . . . . . . . . . . . . . . . . . . . . . . . . . . . . . . . . . . . . . . . . . . . . . . . . . . . . . . .	[431, 421, 2356, 433]
toc-entry[interactable]	[86, 890, 2504, 905]
toc-entry[interactable]	[86, 555, 2293, 570]
toc-entry-number: 4.1	[116, 297, 131, 309]
toc-entry-number: 7.1	[116, 605, 131, 618]
dot-leader: . . . . . . . . . . . . . . . . . . . . . . . . . . . . . . . . . . . . . . . . . . . . . . . . . . . . . . . . . . . . . . . . . . . . . . . . . . . . . . . . . . . . . . . . . . . . . . . . . . . . . . . . . . . . . . . . . . . . . . . . . . . . . . . . . . . . . . . . . . . . . . . . . . . . . . . . . . . . . . . . . . . . . . . . . . . . . . . . . . . . . . . . . . . . . . . . . . . . . . . .	[504, 877, 2429, 889]
dot-leader: . . . . . . . . . . . . . . . . . . . . . . . . . . . . . . . . . . . . . . . . . . . . . . . . . . . . . . . . . . . . . . . . . . . . . . . . . . . . . . . . . . . . . . . . . . . . . . . . . . . . . . . . . . . . . . . . . . . . . . . . . . . . . . . . . . . . . . . . . . . . . . . . . . . . . . . . . . . . . . . . . . . . . . . . . . . . . . . . . . . . . . . . . . . . . . . . . . . . . . . .	[456, 762, 2381, 775]
toc-entry-number: 5	[116, 421, 122, 433]
logo-tagline: auto emoción	[640, 65, 673, 71]
toc-entry-title: Aggregateträger in Stand setzen	[155, 403, 309, 415]
dot-leader: . . . . . . . . . . . . . . . . . . . . . . . . . . . . . . . . . . . . . . . . . . . . . . . . . . . . . . . . . . . . . . . . . . . . . . . . . . . . . . . . . . . . . . . . . . . . . . . . . . . . . . . . . . . . . . . . . . . . . . . . . . . . . . . . . . . . . . . . . . . . . . . . . . . . . . . . . . . . . . . . . . . . . . . . . . . . . . . . . . . . . . . . . . . . . . . . . . . . . . . .	[472, 925, 2397, 938]
toc-entry[interactable]	[86, 667, 2292, 685]
toc-page-number: 13	[2401, 297, 2413, 309]
toc-entry-title: Achsgelenk prüfen	[155, 436, 244, 448]
toc-entry[interactable]	[86, 731, 2486, 746]
toc-entry-title: Achslenker mit Lagerbock aus- und einbauen	[155, 466, 370, 478]
